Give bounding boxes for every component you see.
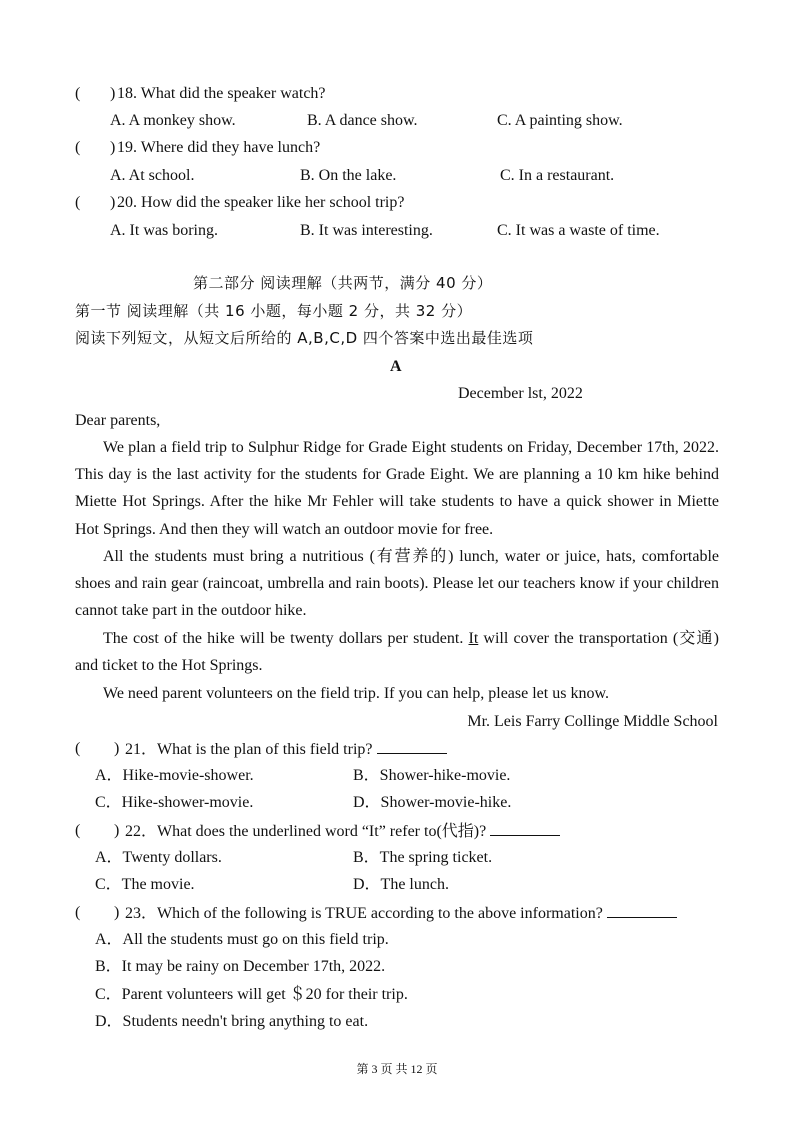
paragraph-3-text-before: The cost of the hike will be twenty dollars per student. <box>103 630 469 647</box>
answer-blank[interactable] <box>607 903 677 918</box>
option-b: B．The spring ticket. <box>353 849 493 866</box>
passage-paragraph-4: We need parent volunteers on the field trip. If you can help, please let us know. <box>103 685 609 702</box>
option-d: D．Students needn't bring anything to eat. <box>95 1013 369 1030</box>
question-stem: 18. What did the speaker watch? <box>117 85 326 102</box>
question-stem-line <box>125 739 447 760</box>
answer-blank[interactable] <box>377 739 447 754</box>
option-a: A．Twenty dollars. <box>95 849 222 866</box>
passage-label: A <box>390 358 402 375</box>
answer-paren-open: ( <box>75 139 81 156</box>
part-two-title: 第二部分 阅读理解（共两节，满分 40 分） <box>193 274 493 292</box>
letter-date: December lst, 2022 <box>458 385 583 402</box>
answer-paren-close: ) <box>110 85 116 102</box>
option-a: A. It was boring. <box>110 222 218 239</box>
option-a: A. A monkey show. <box>110 112 236 129</box>
answer-paren-open: ( <box>75 822 81 839</box>
option-a: A．All the students must go on this field trip. <box>95 931 389 948</box>
passage-paragraph-3 <box>75 625 719 679</box>
option-b: B．Shower-hike-movie. <box>353 767 511 784</box>
answer-paren-close: ) <box>114 740 120 757</box>
question-stem: 22．What does the underlined word “It” refer to(代指)? <box>125 823 487 840</box>
answer-paren-close: ) <box>110 139 116 156</box>
letter-greeting: Dear parents, <box>75 412 161 429</box>
option-b: B．It may be rainy on December 17th, 2022. <box>95 958 386 975</box>
question-stem-line <box>125 821 560 842</box>
option-c: C. In a restaurant. <box>500 167 615 184</box>
option-b: B. A dance show. <box>307 112 418 129</box>
letter-signature: Mr. Leis Farry Collinge Middle School <box>467 713 718 730</box>
page-footer: 第 3 页 共 12 页 <box>356 1062 438 1076</box>
paragraph-3-text-after: will cover the transportation (交通) and ticket to the Hot Springs. <box>75 630 719 675</box>
option-a: A. At school. <box>110 167 195 184</box>
answer-paren-open: ( <box>75 194 81 211</box>
option-b: B. It was interesting. <box>300 222 433 239</box>
question-stem: 21．What is the plan of this field trip? <box>125 741 373 758</box>
question-stem: 19. Where did they have lunch? <box>117 139 321 156</box>
passage-paragraph-2: All the students must bring a nutritious (有营养的) lunch, water or juice, hats, comfortable shoes and rain gear (raincoat, umbrella and rain boots). Please let our teachers know if your children cannot take part in the outdoor hike. <box>75 548 719 620</box>
answer-paren-close: ) <box>110 194 116 211</box>
option-c: C．The movie. <box>95 876 195 893</box>
underlined-word-it: It <box>468 630 479 647</box>
question-stem-line <box>125 903 677 924</box>
answer-paren-open: ( <box>75 85 81 102</box>
reading-instruction: 阅读下列短文，从短文后所给的 A,B,C,D 四个答案中选出最佳选项 <box>75 329 534 347</box>
option-a: A．Hike-movie-shower. <box>95 767 254 784</box>
answer-paren-open: ( <box>75 904 81 921</box>
option-d: D．The lunch. <box>353 876 449 893</box>
answer-paren-close: ) <box>114 822 120 839</box>
answer-blank[interactable] <box>490 821 560 836</box>
question-stem: 23．Which of the following is TRUE according to the above information? <box>125 905 603 922</box>
answer-paren-close: ) <box>114 904 120 921</box>
answer-paren-open: ( <box>75 740 81 757</box>
option-b: B. On the lake. <box>300 167 397 184</box>
section-one-heading: 第一节 阅读理解（共 16 小题，每小题 2 分，共 32 分） <box>75 302 473 320</box>
passage-paragraph-1: We plan a field trip to Sulphur Ridge for Grade Eight students on Friday, December 17th, 2022. This day is the last activity for the students for Grade Eight. We are planning a 10 km hike behind Miette Hot Springs. After the hike Mr Fehler will take students to have a quick shower in Miette Hot Springs. And then they will watch an outdoor movie for free. <box>75 439 719 538</box>
option-d: D．Shower-movie-hike. <box>353 794 512 811</box>
question-stem: 20. How did the speaker like her school trip? <box>117 194 405 211</box>
option-c: C. It was a waste of time. <box>497 222 660 239</box>
option-c: C．Hike-shower-movie. <box>95 794 254 811</box>
option-c: C. A painting show. <box>497 112 623 129</box>
option-c: C．Parent volunteers will get ＄20 for their trip. <box>95 986 408 1003</box>
